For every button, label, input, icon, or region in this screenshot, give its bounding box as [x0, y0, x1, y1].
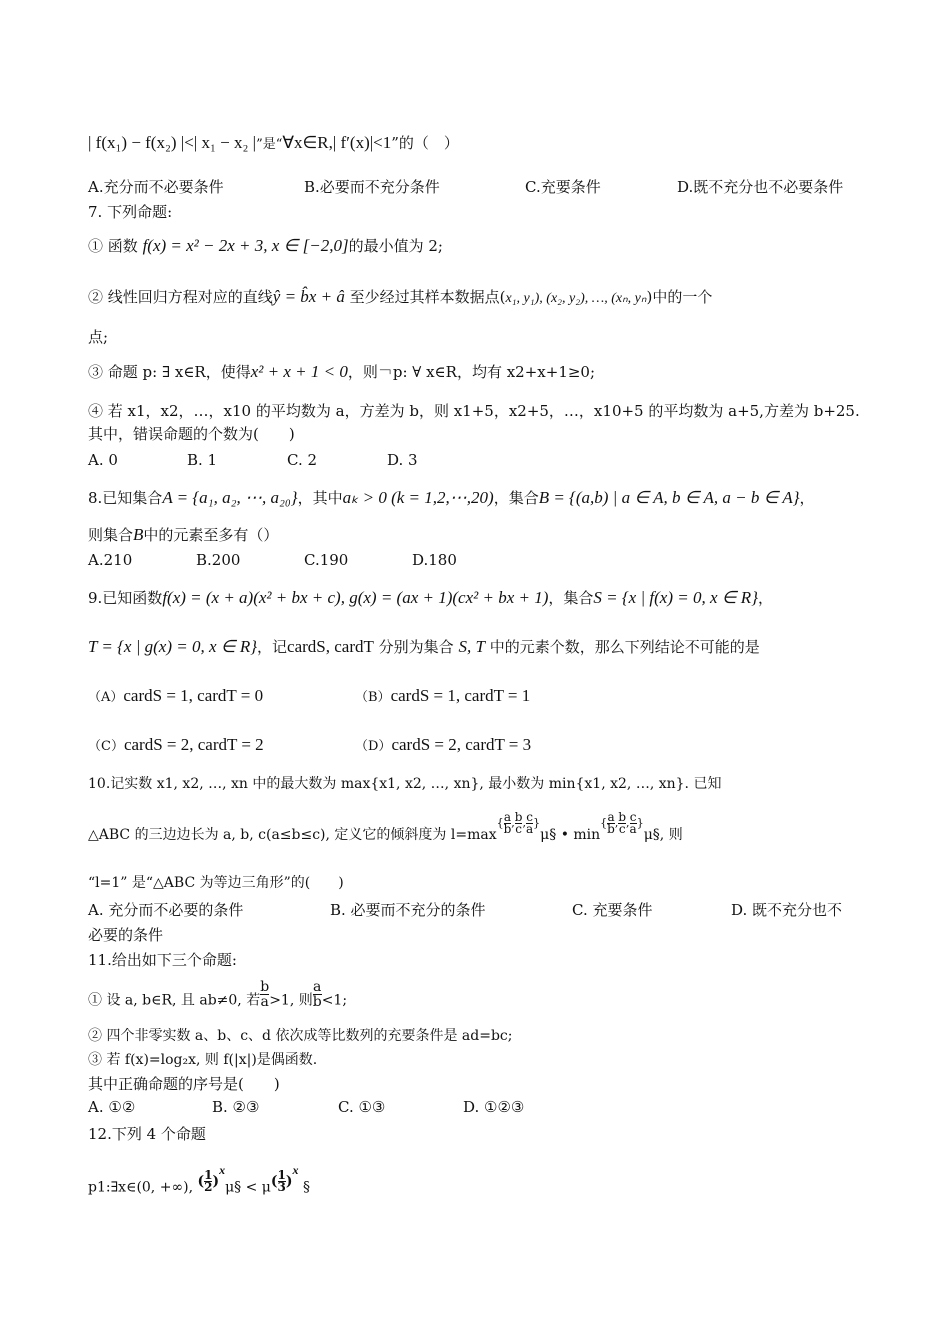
q7-s1-pre: ① 函数 — [88, 237, 138, 255]
q11-frac-a-b — [313, 980, 322, 1009]
q12-p1-base1: ( $\frac{1}{2}$ )$^x$ — [197, 1163, 226, 1195]
q10-line-2 — [88, 810, 683, 845]
q9-d-expr: cardS = 2, cardT = 3 — [391, 735, 532, 754]
q8-l2-post: 中的元素至多有（） — [143, 526, 279, 544]
q7-ask: 其中，错误命题的个数为( ) — [88, 425, 295, 443]
q9-set-t: T = {x | g(x) = 0, x ∈ R} — [88, 637, 258, 656]
q9-l2-mid: ，记 — [257, 638, 288, 656]
q10-end: μ§, 则 — [643, 827, 683, 843]
frac-top: 1 — [277, 1168, 286, 1183]
q11-statement-2: ② 四个非零实数 a、b、c、d 依次成等比数列的充要条件是 ad=bc; — [88, 1028, 513, 1044]
frac-bottom: a — [629, 822, 637, 836]
q10-max-set: { $\frac{a}{b}$ , $\frac{b}{c}$ , $\frac{c}{a}$ } — [496, 810, 541, 836]
frac-top: b — [514, 810, 523, 824]
q8-tail: ， — [799, 489, 815, 507]
q9-b-label: （B） — [355, 690, 391, 705]
q6-condition: | f(x₁) − f(x₂) |<| x₁ − x₂ | — [88, 133, 257, 152]
frac-bottom: b — [607, 822, 615, 836]
q11-s1-pre: ① 设 a, b∈R, 且 ab≠0, 若 — [88, 992, 261, 1009]
q7-option-d: D. 3 — [387, 451, 418, 469]
q6-option-b: B.必要而不充分条件 — [304, 178, 440, 196]
q11-s1-post: <1; — [321, 992, 348, 1009]
q9-st: S, T — [458, 637, 485, 656]
q8-set-b: B = {(a,b) | a ∈ A, b ∈ A, a − b ∈ A} — [538, 488, 800, 507]
q6-option-c: C.充要条件 — [525, 178, 601, 196]
q10-l2-pre: △ABC 的三边边长为 a, b, c(a≤b≤c), 定义它的倾斜度为 l=max — [88, 827, 497, 843]
q11-option-a: A. ①② — [88, 1098, 136, 1116]
frac-bottom: 3 — [277, 1180, 286, 1195]
q6-tail: ”的（ ） — [391, 134, 459, 152]
q12-p1 — [88, 1163, 310, 1199]
q9-option-b — [355, 686, 530, 706]
q8-mid: ，其中 — [297, 489, 343, 507]
q11-statement-3: ③ 若 f(x)=log₂x, 则 f(|x|)是偶函数. — [88, 1052, 318, 1068]
q10-mid: μ§ • min — [540, 827, 601, 843]
q6-line — [88, 133, 459, 155]
q8-line-2 — [88, 525, 278, 545]
q7-statement-4: ④ 若 x1，x2，…，x10 的平均数为 a，方差为 b，则 x1+5，x2+5，…，x10+5 的平均数为 a+5,方差为 b+25. — [88, 402, 860, 420]
q11-option-c: C. ①③ — [338, 1098, 386, 1116]
q9-line-2 — [88, 637, 760, 657]
q9-pre: 9.已知函数 — [88, 589, 163, 607]
q7-s3-pre: ③ 命题 p: ∃ x∈R，使得 — [88, 363, 251, 381]
q9-cards: cardS, cardT — [287, 637, 374, 656]
q9-c-expr: cardS = 2, cardT = 2 — [123, 735, 264, 754]
q11-option-b: B. ②③ — [212, 1098, 260, 1116]
frac-top: a — [607, 810, 615, 824]
q8-mid2: ，集合 — [493, 489, 539, 507]
q7-option-a: A. 0 — [88, 451, 118, 469]
q10-option-c: C. 充要条件 — [572, 901, 653, 919]
q9-c-label: （C） — [88, 739, 124, 754]
q12-p1-base2: ( $\frac{1}{3}$ )$^x$ — [270, 1163, 299, 1195]
q8-option-a: A.210 — [88, 551, 133, 569]
q6-mid: ”是“ — [256, 137, 283, 152]
q8-l2-pre: 则集合 — [88, 526, 134, 544]
frac-top: b — [260, 979, 270, 995]
q11-statement-1 — [88, 979, 348, 1015]
q9-fg: f(x) = (x + a)(x² + bx + c), g(x) = (ax + 1)(cx² + bx + 1) — [162, 588, 549, 607]
q8-l2-b: B — [133, 525, 144, 544]
q7-s2-points: x₁, y₁), (x₂, y₂), …, (xₙ, yₙ — [505, 291, 647, 306]
frac-bottom: b — [312, 994, 322, 1010]
q7-s1-domain: , x ∈ [−2,0] — [263, 236, 349, 255]
frac-bottom: b — [503, 822, 512, 836]
frac-bottom: a — [525, 822, 534, 836]
q9-d-label: （D） — [355, 739, 392, 754]
q7-s3-post: ，则￢p: ∀ x∈R，均有 x2+x+1≥0; — [347, 363, 596, 381]
q7-s1-post: 的最小值为 2; — [348, 237, 443, 255]
q8-cond: aₖ > 0 (k = 1,2,⋯,20) — [342, 488, 494, 507]
q10-option-d-cont: 必要的条件 — [88, 926, 164, 944]
q6-option-d: D.既不充分也不必要条件 — [677, 178, 844, 196]
q8-pre: 8.已知集合 — [88, 489, 163, 507]
q7-s2-mid: 至少经过其样本数据点( — [349, 288, 506, 306]
q9-line-1 — [88, 588, 773, 608]
q7-statement-3 — [88, 362, 595, 382]
q12-title: 12.下列 4 个命题 — [88, 1125, 206, 1143]
exponent: x — [292, 1163, 299, 1177]
q8-option-b: B.200 — [196, 551, 241, 569]
q11-frac-b-a — [260, 980, 269, 1009]
q12-p1-mid: μ§ < μ — [225, 1179, 271, 1196]
exponent: x — [219, 1163, 226, 1177]
q7-s2-cont: 点; — [88, 328, 109, 346]
q11-option-d: D. ①②③ — [463, 1098, 525, 1116]
q12-p1-end: § — [302, 1179, 310, 1196]
q10-min-set: { $\frac{a}{b}$ , $\frac{b}{c}$ , $\frac{c}{a}$ } — [600, 810, 644, 836]
frac-top: c — [629, 810, 637, 824]
q9-l2-end: 中的元素个数，那么下列结论不可能的是 — [489, 638, 760, 656]
frac-bottom: c — [515, 822, 522, 836]
q9-a-label: （A） — [88, 690, 124, 705]
q12-p1-pre: p1:∃x∈(0, +∞), — [88, 1179, 194, 1196]
q9-b-expr: cardS = 1, cardT = 1 — [390, 686, 531, 705]
q7-statement-2 — [88, 287, 712, 309]
q7-statement-1 — [88, 236, 443, 256]
q10-line-3: “l=1” 是“△ABC 为等边三角形”的( ) — [88, 875, 344, 891]
q11-ask: 其中正确命题的序号是( ) — [88, 1075, 280, 1093]
q10-option-a: A. 充分而不必要的条件 — [88, 901, 244, 919]
q10-option-d: D. 既不充分也不 — [731, 901, 843, 919]
q9-option-d — [355, 735, 531, 755]
q7-s2-post: )中的一个 — [646, 288, 713, 306]
q11-s1-mid: >1, 则 — [269, 992, 313, 1009]
q6-option-a: A.充分而不必要条件 — [88, 178, 224, 196]
q6-condition2: ∀x∈R,| f′(x)|<1 — [282, 133, 392, 152]
frac-top: c — [526, 810, 533, 824]
q9-option-a — [88, 686, 263, 706]
frac-top: b — [618, 810, 627, 824]
q8-option-d: D.180 — [412, 551, 457, 569]
q9-tail: ， — [758, 589, 774, 607]
q7-option-c: C. 2 — [287, 451, 318, 469]
frac-top: a — [313, 979, 322, 995]
q8-option-c: C.190 — [304, 551, 349, 569]
frac-bottom: 2 — [204, 1180, 213, 1195]
frac-bottom: a — [260, 994, 269, 1010]
q8-line-1 — [88, 488, 815, 508]
q10-line-1: 10.记实数 x1, x2, …, xn 中的最大数为 max{x1, x2, …, xn}, 最小数为 min{x1, x2, …, xn}. 已知 — [88, 776, 722, 792]
q7-s3-eq: x² + x + 1 < 0 — [250, 362, 348, 381]
q9-a-expr: cardS = 1, cardT = 0 — [123, 686, 264, 705]
frac-bottom: c — [618, 822, 626, 836]
q8-set-a: A = {a₁, a₂, ⋯, a₂₀} — [162, 488, 298, 507]
q7-option-b: B. 1 — [187, 451, 218, 469]
frac-top: a — [503, 810, 512, 824]
q7-s2-pre: ② 线性回归方程对应的直线 — [88, 288, 273, 306]
q7-s1-func: f(x) = x² − 2x + 3 — [142, 236, 264, 255]
q10-option-b: B. 必要而不充分的条件 — [330, 901, 486, 919]
frac-top: 1 — [204, 1168, 213, 1183]
q9-mid: ，集合 — [548, 589, 594, 607]
q7-title: 7. 下列命题: — [88, 203, 173, 221]
q11-title: 11.给出如下三个命题: — [88, 951, 237, 969]
q9-option-c — [88, 735, 264, 755]
q9-set-s: S = {x | f(x) = 0, x ∈ R} — [593, 588, 758, 607]
q7-s2-eq: ŷ = b̂x + â — [272, 287, 345, 306]
q9-l2-post: 分别为集合 — [378, 638, 454, 656]
